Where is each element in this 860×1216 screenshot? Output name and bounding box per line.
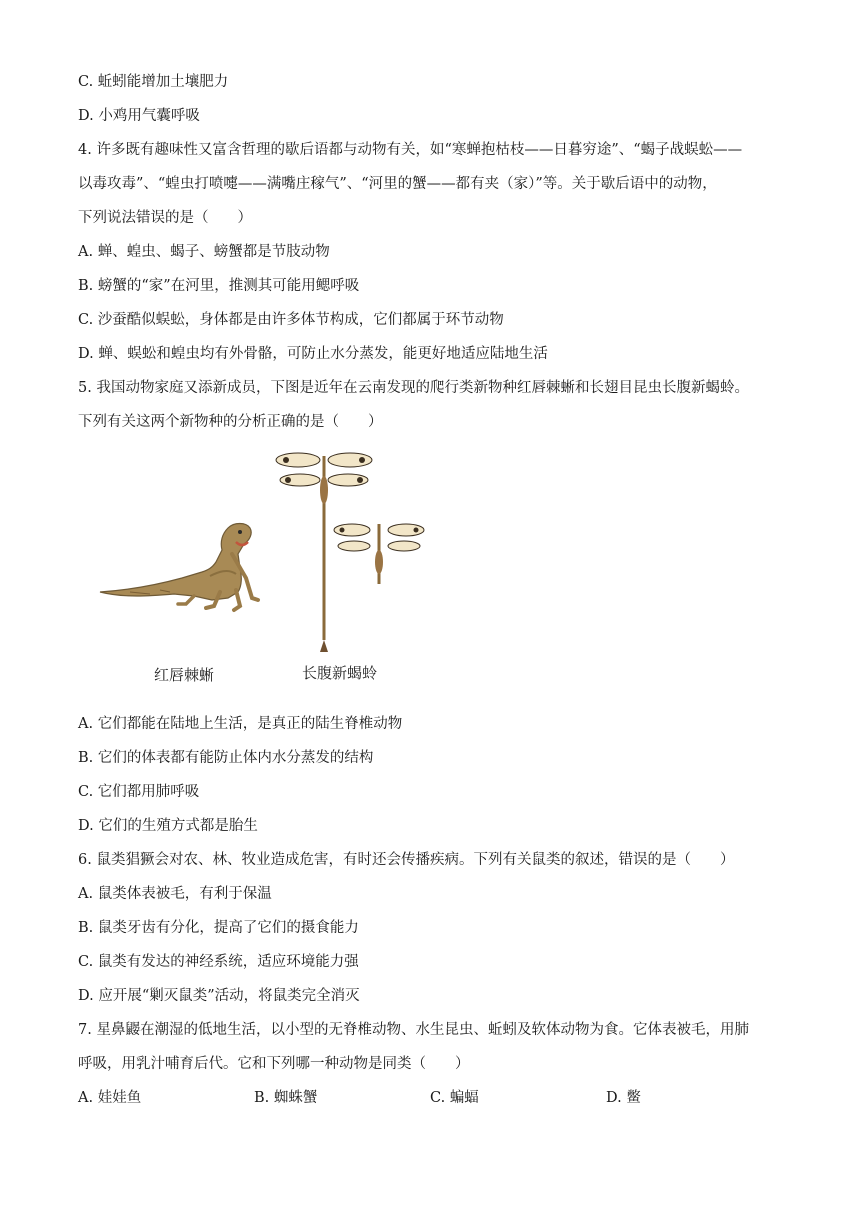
q7-option-c: C. 蝙蝠: [430, 1090, 479, 1106]
q5-species-figure: [90, 450, 450, 690]
q6-option-a: A. 鼠类体表被毛，有利于保温: [78, 886, 272, 902]
q5-option-c: C. 它们都用肺呼吸: [78, 784, 200, 800]
q6-option-c: C. 鼠类有发达的神经系统，适应环境能力强: [78, 954, 359, 970]
q6-stem: 6. 鼠类猖獗会对农、林、牧业造成危害，有时还会传播疾病。下列有关鼠类的叙述，错误的是（ ）: [78, 852, 735, 868]
caption-lizard: 红唇棘蜥: [154, 666, 215, 684]
q6-option-b: B. 鼠类牙齿有分化，提高了它们的摄食能力: [78, 920, 359, 936]
q4-stem-line-2: 以毒攻毒”、“蝗虫打喷嚏——满嘴庄稼气”、“河里的蟹——都有夹（家）”等。关于歇后语中的动物，: [78, 176, 717, 192]
q7-option-a: A. 娃娃鱼: [78, 1090, 142, 1106]
q5-option-d: D. 它们的生殖方式都是胎生: [78, 818, 258, 834]
q5-option-b: B. 它们的体表都有能防止体内水分蒸发的结构: [78, 750, 374, 766]
q7-option-d: D. 鳖: [606, 1090, 641, 1106]
scorpionfly-large-image: [276, 453, 372, 652]
q5-option-a: A. 它们都能在陆地上生活，是真正的陆生脊椎动物: [78, 716, 403, 732]
q5-stem-line-2: 下列有关这两个新物种的分析正确的是（ ）: [78, 414, 383, 430]
lizard-image: [100, 524, 258, 611]
q4-option-b: B. 螃蟹的“家”在河里，推测其可能用鳃呼吸: [78, 278, 360, 294]
species-illustration: [90, 450, 450, 690]
caption-scorpionfly: 长腹新蝎蛉: [302, 664, 378, 682]
q3-option-c: C. 蚯蚓能增加土壤肥力: [78, 74, 229, 90]
q3-option-d: D. 小鸡用气囊呼吸: [78, 108, 200, 124]
q4-option-c: C. 沙蚕酷似蜈蚣，身体都是由许多体节构成，它们都属于环节动物: [78, 312, 504, 328]
q7-stem-line-1: 7. 星鼻鼹在潮湿的低地生活，以小型的无脊椎动物、水生昆虫、蚯蚓及软体动物为食。它体表被毛，用肺: [78, 1022, 749, 1038]
q7-stem-line-2: 呼吸，用乳汁哺育后代。它和下列哪一种动物是同类（ ）: [78, 1056, 470, 1072]
q7-option-b: B. 蜘蛛蟹: [254, 1090, 318, 1106]
q4-option-d: D. 蝉、蜈蚣和蝗虫均有外骨骼，可防止水分蒸发，能更好地适应陆地生活: [78, 346, 548, 362]
q4-stem-line-3: 下列说法错误的是（ ）: [78, 210, 252, 226]
scorpionfly-small-image: [334, 524, 424, 584]
q6-option-d: D. 应开展“剿灭鼠类”活动，将鼠类完全消灭: [78, 988, 360, 1004]
q4-option-a: A. 蝉、蝗虫、蝎子、螃蟹都是节肢动物: [78, 244, 330, 260]
q4-stem-line-1: 4. 许多既有趣味性又富含哲理的歇后语都与动物有关，如“寒蝉抱枯枝——日暮穷途”、“蝎子战蜈蚣——: [78, 142, 743, 158]
q5-stem-line-1: 5. 我国动物家庭又添新成员，下图是近年在云南发现的爬行类新物种红唇棘蜥和长翅目昆虫长腹新蝎蛉。: [78, 380, 749, 396]
